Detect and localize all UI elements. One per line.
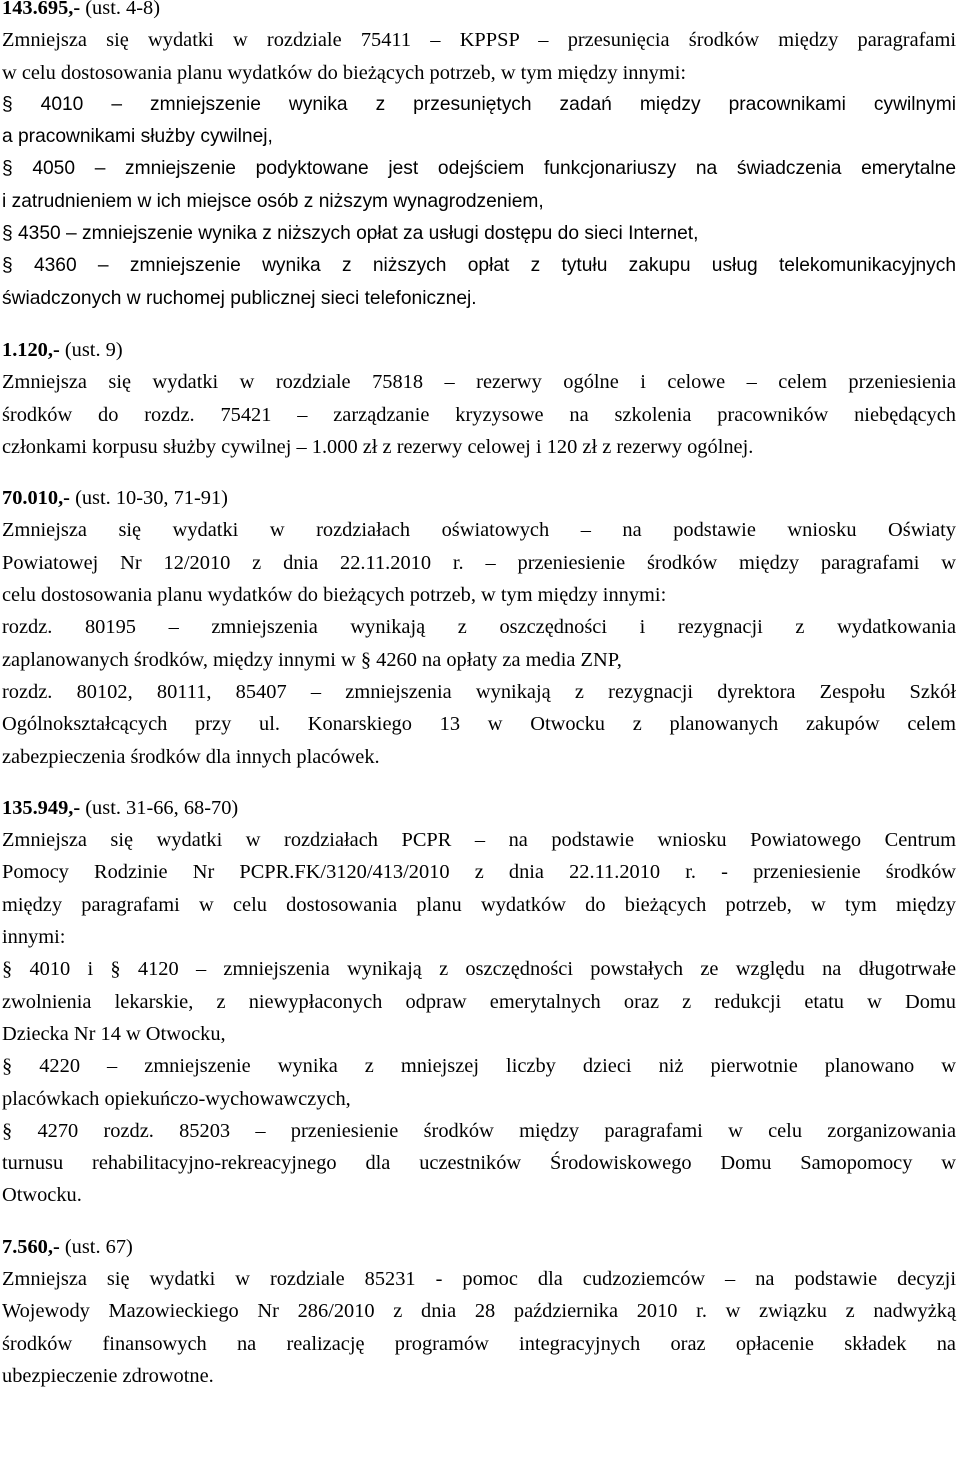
section-foreigners bbox=[2, 1231, 956, 1392]
list-item-line: Otwocku. bbox=[2, 1184, 82, 1207]
paragraph-line: Zmniejsza się wydatki w rozdziałach PCPR – na podstawie wniosku Powiatowego Centrum bbox=[2, 829, 956, 852]
paragraph-line: rozdz. 80195 – zmniejszenia wynikają z oszczędności i rezygnacji z wydatkowania bbox=[2, 616, 956, 639]
paragraph-line: Powiatowej Nr 12/2010 z dnia 22.11.2010 r. – przeniesienie środków między paragrafami w bbox=[2, 551, 956, 574]
section-kppsp bbox=[2, 0, 956, 315]
section-heading bbox=[2, 1231, 956, 1263]
paragraph-line: ubezpieczenie zdrowotne. bbox=[2, 1364, 214, 1387]
paragraph-line: Ogólnokształcących przy ul. Konarskiego 13 w Otwocku z planowanych zakupów celem bbox=[2, 713, 956, 736]
section-heading bbox=[2, 482, 956, 514]
paragraph-line: Zmniejsza się wydatki w rozdziałach oświatowych – na podstawie wniosku Oświaty bbox=[2, 519, 956, 542]
amount: 143.695,- bbox=[2, 0, 81, 19]
paragraph-line: Zmniejsza się wydatki w rozdziale 85231 - pomoc dla cudzoziemców – na podstawie decyzji bbox=[2, 1267, 956, 1290]
paragraph-line: celu dostosowania planu wydatków do bieżących potrzeb, w tym między innymi: bbox=[2, 584, 667, 607]
reference: (ust. 10-30, 71-91) bbox=[69, 487, 228, 510]
list-item-line: i zatrudnieniem w ich miejsce osób z niższym wynagrodzeniem, bbox=[2, 190, 544, 212]
paragraph-line: zaplanowanych środków, między innymi w § 4260 na opłaty za media ZNP, bbox=[2, 648, 622, 671]
paragraph-line: środków finansowych na realizację programów integracyjnych oraz opłacenie składek na bbox=[2, 1332, 956, 1355]
paragraph-line: Zmniejsza się wydatki w rozdziale 75818 – rezerwy ogólne i celowe – celem przeniesienia bbox=[2, 371, 956, 394]
reference: (ust. 9) bbox=[59, 338, 123, 361]
list-item-line: świadczonych w ruchomej publicznej sieci telefonicznej. bbox=[2, 287, 477, 309]
paragraph-line: między paragrafami w celu dostosowania planu wydatków do bieżących potrzeb, w tym między bbox=[2, 893, 956, 916]
list-item-line: § 4360 – zmniejszenie wynika z niższych opłat z tytułu zakupu usług telekomunikacyjnych bbox=[2, 255, 956, 277]
list-item-line: turnusu rehabilitacyjno-rekreacyjnego dla uczestników Środowiskowego Domu Samopomocy w bbox=[2, 1152, 956, 1175]
list-item-line: zwolnienia lekarskie, z niewypłaconych odpraw emerytalnych oraz z redukcji etatu w Domu bbox=[2, 990, 956, 1013]
paragraph-line: Wojewody Mazowieckiego Nr 286/2010 z dnia 28 października 2010 r. w związku z nadwyżką bbox=[2, 1300, 956, 1323]
spacer bbox=[2, 773, 956, 792]
list-item-line: Dziecka Nr 14 w Otwocku, bbox=[2, 1022, 226, 1045]
list-item-line: § 4270 rozdz. 85203 – przeniesienie środków między paragrafami w celu zorganizowania bbox=[2, 1119, 956, 1142]
reference: (ust. 67) bbox=[59, 1235, 133, 1258]
reference: (ust. 4-8) bbox=[80, 0, 161, 19]
list-item-line: § 4220 – zmniejszenie wynika z mniejszej liczby dzieci niż pierwotnie planowano w bbox=[2, 1055, 956, 1078]
reference: (ust. 31-66, 68-70) bbox=[80, 796, 239, 819]
section-education bbox=[2, 482, 956, 773]
paragraph-line: innymi: bbox=[2, 926, 66, 949]
amount: 135.949,- bbox=[2, 796, 81, 819]
paragraph-line: Pomocy Rodzinie Nr PCPR.FK/3120/413/2010 z dnia 22.11.2010 r. - przeniesienie środków bbox=[2, 861, 956, 884]
section-heading bbox=[2, 0, 956, 24]
section-reserves bbox=[2, 334, 956, 463]
paragraph-line: rozdz. 80102, 80111, 85407 – zmniejszenia wynikają z rezygnacji dyrektora Zespołu Szkół bbox=[2, 680, 956, 703]
list-item-line: § 4350 – zmniejszenie wynika z niższych opłat za usługi dostępu do sieci Internet, bbox=[2, 223, 699, 245]
section-heading bbox=[2, 792, 956, 824]
list-item-line: a pracownikami służby cywilnej, bbox=[2, 126, 273, 148]
paragraph-line: członkami korpusu służby cywilnej – 1.000 zł z rezerwy celowej i 120 zł z rezerwy ogólnej. bbox=[2, 435, 754, 458]
paragraph-line: w celu dostosowania planu wydatków do bieżących potrzeb, w tym między innymi: bbox=[2, 61, 687, 84]
amount: 1.120,- bbox=[2, 338, 60, 361]
section-heading bbox=[2, 334, 956, 366]
list-item-line: § 4050 – zmniejszenie podyktowane jest odejściem funkcjonariuszy na świadczenia emerytalne bbox=[2, 158, 956, 180]
paragraph-line: Zmniejsza się wydatki w rozdziale 75411 – KPPSP – przesunięcia środków między paragrafami bbox=[2, 29, 956, 52]
paragraph-line: środków do rozdz. 75421 – zarządzanie kryzysowe na szkolenia pracowników niebędących bbox=[2, 403, 956, 426]
list-item-line: placówkach opiekuńczo-wychowawczych, bbox=[2, 1087, 351, 1110]
spacer bbox=[2, 463, 956, 482]
spacer bbox=[2, 1212, 956, 1231]
amount: 7.560,- bbox=[2, 1235, 60, 1258]
spacer bbox=[2, 315, 956, 334]
paragraph-line: zabezpieczenia środków dla innych placówek. bbox=[2, 745, 380, 768]
amount: 70.010,- bbox=[2, 487, 70, 510]
list-item-line: § 4010 i § 4120 – zmniejszenia wynikają z oszczędności powstałych ze względu na długotrwałe bbox=[2, 958, 956, 981]
section-pcpr bbox=[2, 792, 956, 1212]
list-item-line: § 4010 – zmniejszenie wynika z przesuniętych zadań między pracownikami cywilnymi bbox=[2, 93, 956, 115]
